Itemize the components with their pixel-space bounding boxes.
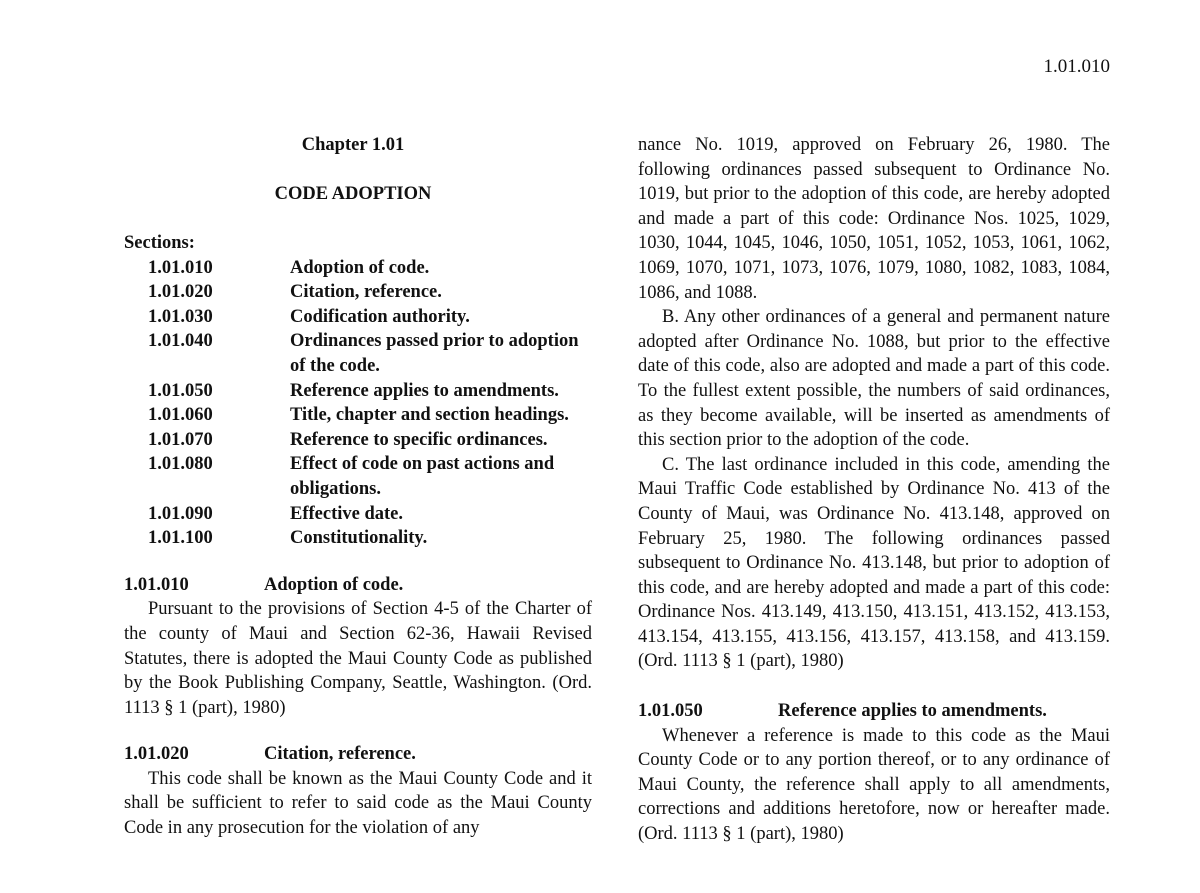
chapter-subtitle: CODE ADOPTION xyxy=(274,184,432,204)
section-text: C. The last ordinance included in this code, amending the Maui Traffic Code established by Ordinance No. 413 of the County of Maui, was Ordinance No. 413.148, approved on February 25, 1980. The following ordinances passed subsequent to Ordinance No. 413.148, but prior to adoption of this code, and are hereby adopted and made a part of this code: Ordinance Nos. 413.149, 413.150, 413.151, 413.152, 413.153, 413.154, 413.155, 413.156, 413.157, 413.158, and 413.159. (Ord. 1113 § 1 (part), 1980) xyxy=(638,454,1110,672)
toc-item-title: Title, chapter and section headings. xyxy=(290,405,569,426)
toc-item-number: 1.01.050 xyxy=(148,380,213,401)
section-1-01-020 xyxy=(124,742,592,840)
toc-item-number: 1.01.070 xyxy=(148,429,213,450)
toc-item-title: Constitutionality. xyxy=(290,528,428,549)
toc-heading: Sections: xyxy=(124,233,195,253)
toc-item-title: Ordinances passed prior to adoption of the code. xyxy=(290,331,579,376)
toc-item-number: 1.01.100 xyxy=(148,528,213,549)
toc-item-title: Citation, reference. xyxy=(290,282,442,303)
page-number: 1.01.010 xyxy=(1043,56,1110,77)
toc-item-number: 1.01.080 xyxy=(148,454,213,475)
toc-item xyxy=(124,452,592,501)
toc-item-number: 1.01.030 xyxy=(148,306,213,327)
section-heading xyxy=(124,573,592,598)
section-heading xyxy=(124,742,592,767)
section-number: 1.01.020 xyxy=(124,744,189,765)
section-1-01-010 xyxy=(124,573,592,721)
toc-item xyxy=(124,280,592,305)
chapter-title: Chapter 1.01 xyxy=(301,135,405,155)
toc-item-number: 1.01.060 xyxy=(148,405,213,426)
toc-item-title: Adoption of code. xyxy=(290,257,430,278)
toc-item xyxy=(124,256,592,281)
section-text: This code shall be known as the Maui County Code and it shall be sufficient to refer to said code as the Maui County Code in any prosecution for the violation of any xyxy=(124,768,592,839)
toc-item-number: 1.01.090 xyxy=(148,503,213,524)
toc-item xyxy=(124,526,592,551)
toc-list xyxy=(124,256,592,551)
left-column xyxy=(124,133,592,841)
section-heading xyxy=(638,699,1110,724)
section-title: Adoption of code. xyxy=(264,574,404,595)
section-text: nance No. 1019, approved on February 26, 1980. The following ordinances passed subsequent to Ordinance No. 1019, but prior to the adoption of this code, are hereby adopted and made a part of this code: Ordinance Nos. 1025, 1029, 1030, 1044, 1045, 1046, 1050, 1051, 1052, 1053, 1061, 1062, 1069, 1070, 1071, 1073, 1076, 1079, 1080, 1082, 1083, 1084, 1086, and 1088. xyxy=(638,135,1110,303)
toc-item-title: Reference to specific ordinances. xyxy=(290,429,548,450)
toc-item-title: Effective date. xyxy=(290,503,404,524)
toc-item-number: 1.01.020 xyxy=(148,282,213,303)
toc-item xyxy=(124,403,592,428)
toc-item-number: 1.01.040 xyxy=(148,331,213,352)
toc-item-title: Reference applies to amendments. xyxy=(290,380,559,401)
section-text: B. Any other ordinances of a general and permanent nature adopted after Ordinance No. 1088, but prior to the effective date of this code, also are adopted and made a part of this code. To the fullest extent possible, the numbers of said ordinances, as they become available, will be inserted as amendments of this section prior to the adoption of the code. xyxy=(638,307,1110,451)
right-column xyxy=(638,133,1110,847)
toc-item xyxy=(124,502,592,527)
toc-item-title: Effect of code on past actions and obligations. xyxy=(290,454,555,499)
section-1-01-040-continued xyxy=(638,133,1110,674)
toc-item xyxy=(124,428,592,453)
section-text: Whenever a reference is made to this code as the Maui County Code or to any portion thereof, or to any ordinance of Maui County, the reference shall apply to all amendments, corrections and additions heretofore, now or hereafter made. (Ord. 1113 § 1 (part), 1980) xyxy=(638,725,1110,845)
toc-item-number: 1.01.010 xyxy=(148,257,213,278)
section-number: 1.01.050 xyxy=(638,701,703,722)
section-title: Reference applies to amendments. xyxy=(778,701,1047,722)
section-number: 1.01.010 xyxy=(124,574,189,595)
section-1-01-050 xyxy=(638,699,1110,847)
section-title: Citation, reference. xyxy=(264,744,416,765)
toc-item-title: Codification authority. xyxy=(290,306,470,327)
toc-item xyxy=(124,305,592,330)
section-text: Pursuant to the provisions of Section 4-5 of the Charter of the county of Maui and Section 62-36, Hawaii Revised Statutes, there is adopted the Maui County Code as published by the Book Publishing Company, Seattle, Washington. (Ord. 1113 § 1 (part), 1980) xyxy=(124,599,592,718)
toc-item xyxy=(124,379,592,404)
toc-item xyxy=(124,329,592,378)
